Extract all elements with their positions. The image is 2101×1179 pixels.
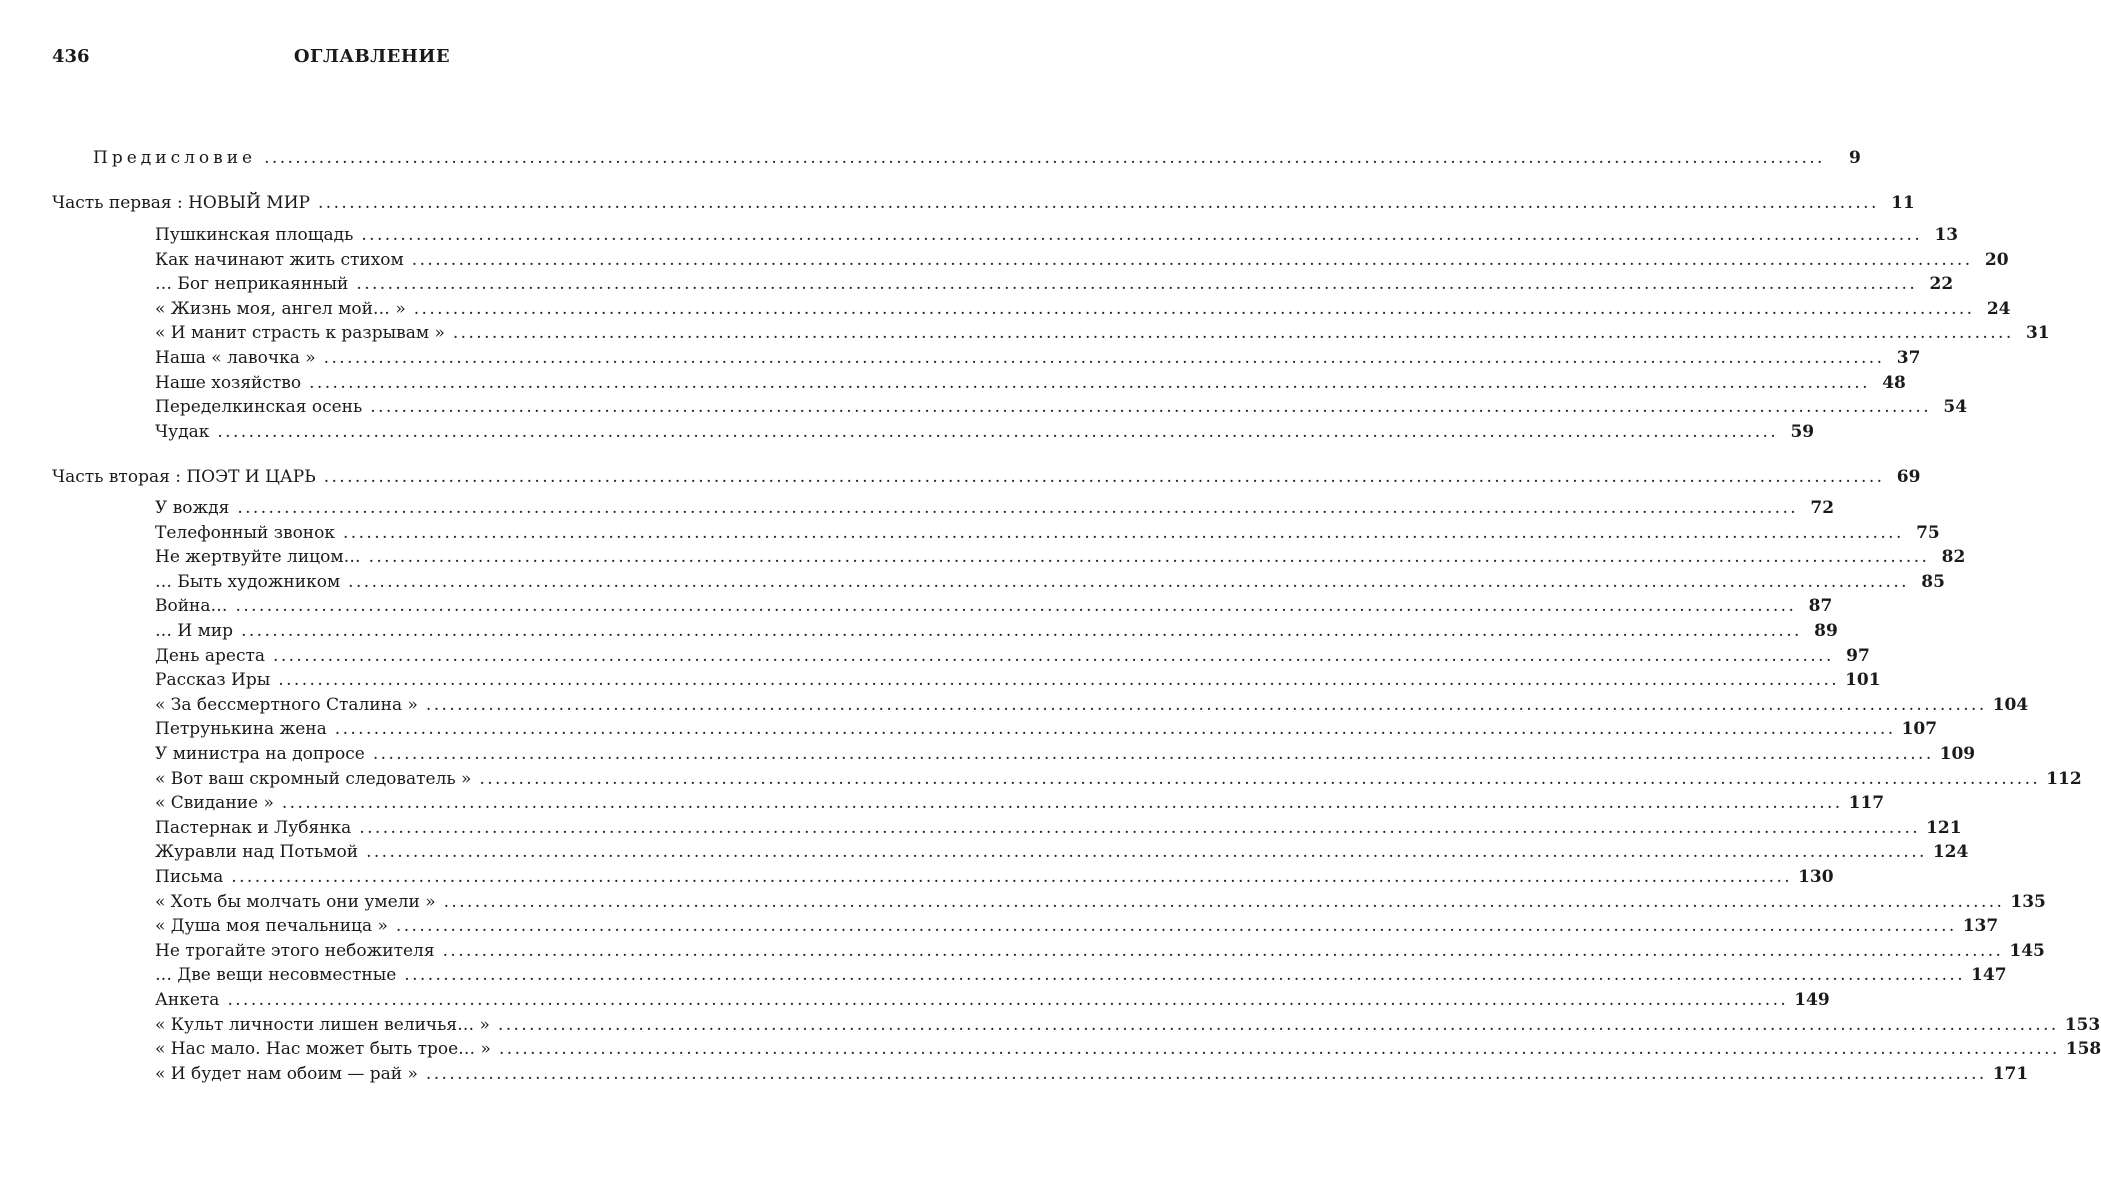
toc-title: Журавли над Потьмой xyxy=(155,842,359,863)
toc-entry[interactable] xyxy=(155,1037,2101,1061)
dot-leader: ........................................................................................................................................................................................................ xyxy=(281,793,1843,814)
toc-page: 153 xyxy=(2064,1014,2101,1035)
dot-leader: ........................................................................................................................................................................................................ xyxy=(348,571,1909,592)
toc-entry[interactable] xyxy=(155,890,2046,914)
toc-entry[interactable] xyxy=(155,297,2011,321)
toc-page: 145 xyxy=(2009,940,2045,961)
toc-title: Пушкинская площадь xyxy=(155,225,354,245)
toc-page: 24 xyxy=(1986,298,2011,319)
toc-page: 13 xyxy=(1934,225,1959,245)
toc-page: 22 xyxy=(1929,274,1954,295)
toc-entry[interactable] xyxy=(155,693,2029,717)
toc-title: День ареста xyxy=(155,645,266,666)
toc-title: Телефонный звонок xyxy=(155,522,335,543)
dot-leader: ........................................................................................................................................................................................................ xyxy=(404,965,1966,986)
toc-page: 89 xyxy=(1814,621,1838,641)
toc-page: 124 xyxy=(1932,842,1969,863)
toc-title: Как начинают жить стихом xyxy=(155,249,404,270)
toc-title: « Душа моя печальница » xyxy=(155,916,388,937)
toc-title: Предисловие xyxy=(93,148,257,168)
dot-leader: ........................................................................................................................................................................................................ xyxy=(452,323,2014,344)
toc-title: … Две вещи несовместные xyxy=(155,965,397,986)
dot-leader: ........................................................................................................................................................................................................ xyxy=(411,249,1973,270)
dot-leader: ........................................................................................................................................................................................................ xyxy=(309,372,1870,393)
toc-title: Петрунькина жена xyxy=(155,719,327,740)
dot-leader: ........................................................................................................................................................................................................ xyxy=(359,817,1921,838)
toc-entry[interactable] xyxy=(155,521,1940,545)
toc-entry[interactable] xyxy=(155,570,1945,594)
toc-page: 147 xyxy=(1971,965,2007,986)
dot-leader: ........................................................................................................................................................................................................ xyxy=(498,1039,2060,1060)
toc-entry[interactable] xyxy=(155,346,1921,370)
toc-entry[interactable] xyxy=(155,1013,2101,1037)
dot-leader: ........................................................................................................................................................................................................ xyxy=(278,670,1840,691)
dot-leader: ........................................................................................................................................................................................................ xyxy=(235,596,1797,617)
dot-leader: ........................................................................................................................................................................................................ xyxy=(227,990,1789,1010)
toc-title: У вождя xyxy=(155,498,230,518)
toc-entry[interactable] xyxy=(155,914,1999,938)
toc-entry[interactable] xyxy=(155,988,1830,1012)
dot-leader: ........................................................................................................................................................................................................ xyxy=(425,1063,1987,1084)
toc-title: Наша « лавочка » xyxy=(155,348,316,368)
toc-page: 137 xyxy=(1962,916,1999,937)
dot-leader: ........................................................................................................................................................................................................ xyxy=(368,547,1930,568)
toc-title: … Бог неприкаянный xyxy=(155,274,349,295)
toc-title: « И манит страсть к разрывам » xyxy=(155,323,445,344)
toc-entry[interactable] xyxy=(155,717,1938,741)
toc-page: 121 xyxy=(1926,817,1962,838)
dot-leader: ........................................................................................................................................................................................................ xyxy=(372,744,1934,764)
toc-page: 104 xyxy=(1992,694,2029,715)
running-title: ОГЛАВЛЕНИЕ xyxy=(293,46,451,67)
toc-title: … И мир xyxy=(155,621,234,641)
toc-page: 37 xyxy=(1896,348,1921,368)
dot-leader: ........................................................................................................................................................................................................ xyxy=(395,916,1957,937)
toc-title: Часть первая : НОВЫЙ МИР xyxy=(52,193,310,213)
toc-entry[interactable] xyxy=(155,496,1835,520)
toc-title: « За бессмертного Сталина » xyxy=(155,694,418,715)
dot-leader: ........................................................................................................................................................................................................ xyxy=(334,719,1896,740)
dot-leader: ........................................................................................................................................................................................................ xyxy=(413,298,1975,319)
toc-page: 75 xyxy=(1916,522,1940,543)
toc-entry[interactable] xyxy=(155,742,1976,766)
toc-preface[interactable] xyxy=(93,146,1861,170)
toc-page: 59 xyxy=(1790,421,1815,442)
toc-part-heading[interactable] xyxy=(52,191,1915,215)
toc-page: 107 xyxy=(1901,719,1938,740)
toc-title: « Хоть бы молчать они умели » xyxy=(155,891,436,912)
toc-entry[interactable] xyxy=(155,272,1954,296)
toc-page: 112 xyxy=(2046,768,2082,789)
toc-title: Письма xyxy=(155,867,224,887)
dot-leader: ........................................................................................................................................................................................................ xyxy=(443,891,2005,912)
dot-leader: ........................................................................................................................................................................................................ xyxy=(323,467,1885,487)
dot-leader: ........................................................................................................................................................................................................ xyxy=(237,498,1799,518)
toc-page: 85 xyxy=(1921,571,1945,592)
toc-page: 20 xyxy=(1984,249,2009,270)
dot-leader: ........................................................................................................................................................................................................ xyxy=(273,645,1834,666)
toc-entry[interactable] xyxy=(155,668,1881,692)
toc-entry[interactable] xyxy=(155,791,1885,815)
toc-part-heading[interactable] xyxy=(52,465,1921,489)
dot-leader: ........................................................................................................................................................................................................ xyxy=(361,225,1923,245)
toc-page: 72 xyxy=(1810,498,1835,518)
toc-title: « И будет нам обоим — рай » xyxy=(155,1063,418,1084)
toc-title: Часть вторая : ПОЭТ И ЦАРЬ xyxy=(52,467,316,487)
dot-leader: ........................................................................................................................................................................................................ xyxy=(231,867,1793,887)
toc-entry[interactable] xyxy=(155,420,1815,444)
toc-entry[interactable] xyxy=(155,545,1966,569)
toc-entry[interactable] xyxy=(155,816,1962,840)
toc-title: … Быть художником xyxy=(155,571,341,592)
toc-page: 69 xyxy=(1896,467,1921,487)
toc-page: 135 xyxy=(2010,891,2046,912)
toc-title: У министра на допросе xyxy=(155,744,365,764)
toc-title: Не жертвуйте лицом… xyxy=(155,547,361,568)
toc-page: 54 xyxy=(1943,397,1968,418)
dot-leader: ........................................................................................................................................................................................................ xyxy=(442,940,2004,961)
toc-entry[interactable] xyxy=(155,644,1870,668)
toc-page: 117 xyxy=(1848,793,1885,814)
dot-leader: ........................................................................................................................................................................................................ xyxy=(425,694,1987,715)
toc-entry[interactable] xyxy=(155,321,2050,345)
dot-leader: ........................................................................................................................................................................................................ xyxy=(217,421,1779,442)
toc-page: 82 xyxy=(1941,547,1966,568)
dot-leader: ........................................................................................................................................................................................................ xyxy=(264,148,1825,168)
toc-title: « Жизнь моя, ангел мой… » xyxy=(155,298,406,319)
toc-entry[interactable] xyxy=(155,767,2082,791)
toc-title: Анкета xyxy=(155,990,220,1010)
toc-page: 158 xyxy=(2065,1039,2101,1060)
toc-page: 11 xyxy=(1891,193,1915,213)
toc-title: Чудак xyxy=(155,421,210,442)
toc-entry[interactable] xyxy=(155,371,1906,395)
dot-leader: ........................................................................................................................................................................................................ xyxy=(356,274,1918,295)
toc-entry[interactable] xyxy=(155,939,2045,963)
toc-entry[interactable] xyxy=(155,1062,2029,1086)
toc-page: 149 xyxy=(1794,990,1830,1010)
toc-title: Пастернак и Лубянка xyxy=(155,817,352,838)
toc-title: Не трогайте этого небожителя xyxy=(155,940,435,961)
dot-leader: ........................................................................................................................................................................................................ xyxy=(366,842,1927,863)
dot-leader: ........................................................................................................................................................................................................ xyxy=(479,768,2041,789)
dot-leader: ........................................................................................................................................................................................................ xyxy=(241,621,1802,641)
toc-title: Рассказ Иры xyxy=(155,670,271,691)
dot-leader: ........................................................................................................................................................................................................ xyxy=(317,193,1879,213)
toc-page: 48 xyxy=(1882,372,1906,393)
toc-entry[interactable] xyxy=(155,619,1838,643)
toc-page: 130 xyxy=(1798,867,1834,887)
dot-leader: ........................................................................................................................................................................................................ xyxy=(370,397,1932,418)
page-number: 436 xyxy=(52,46,90,67)
toc-entry[interactable] xyxy=(155,963,2007,987)
toc-page: 171 xyxy=(1992,1063,2029,1084)
toc-page: 87 xyxy=(1808,596,1833,617)
dot-leader: ........................................................................................................................................................................................................ xyxy=(323,348,1885,368)
toc-entry[interactable] xyxy=(155,865,1834,889)
toc-page: 31 xyxy=(2025,323,2050,344)
toc-entry[interactable] xyxy=(155,223,1959,247)
toc-entry[interactable] xyxy=(155,395,1968,419)
toc-title: « Свидание » xyxy=(155,793,274,814)
toc-title: Переделкинская осень xyxy=(155,397,363,418)
toc-page: 101 xyxy=(1845,670,1881,691)
dot-leader: ........................................................................................................................................................................................................ xyxy=(343,522,1904,543)
toc-page: 9 xyxy=(1849,148,1861,168)
toc-entry[interactable] xyxy=(155,248,2009,272)
toc-title: « Нас мало. Нас может быть трое… » xyxy=(155,1039,491,1060)
toc-page: 109 xyxy=(1939,744,1976,764)
toc-page: 97 xyxy=(1846,645,1870,666)
toc-entry[interactable] xyxy=(155,594,1833,618)
toc-title: « Вот ваш скромный следователь » xyxy=(155,768,472,789)
toc-title: « Культ личности лишен величья… » xyxy=(155,1014,490,1035)
toc-entry[interactable] xyxy=(155,840,1969,864)
toc-title: Наше хозяйство xyxy=(155,372,302,393)
toc-title: Война… xyxy=(155,596,228,617)
dot-leader: ........................................................................................................................................................................................................ xyxy=(497,1014,2059,1035)
